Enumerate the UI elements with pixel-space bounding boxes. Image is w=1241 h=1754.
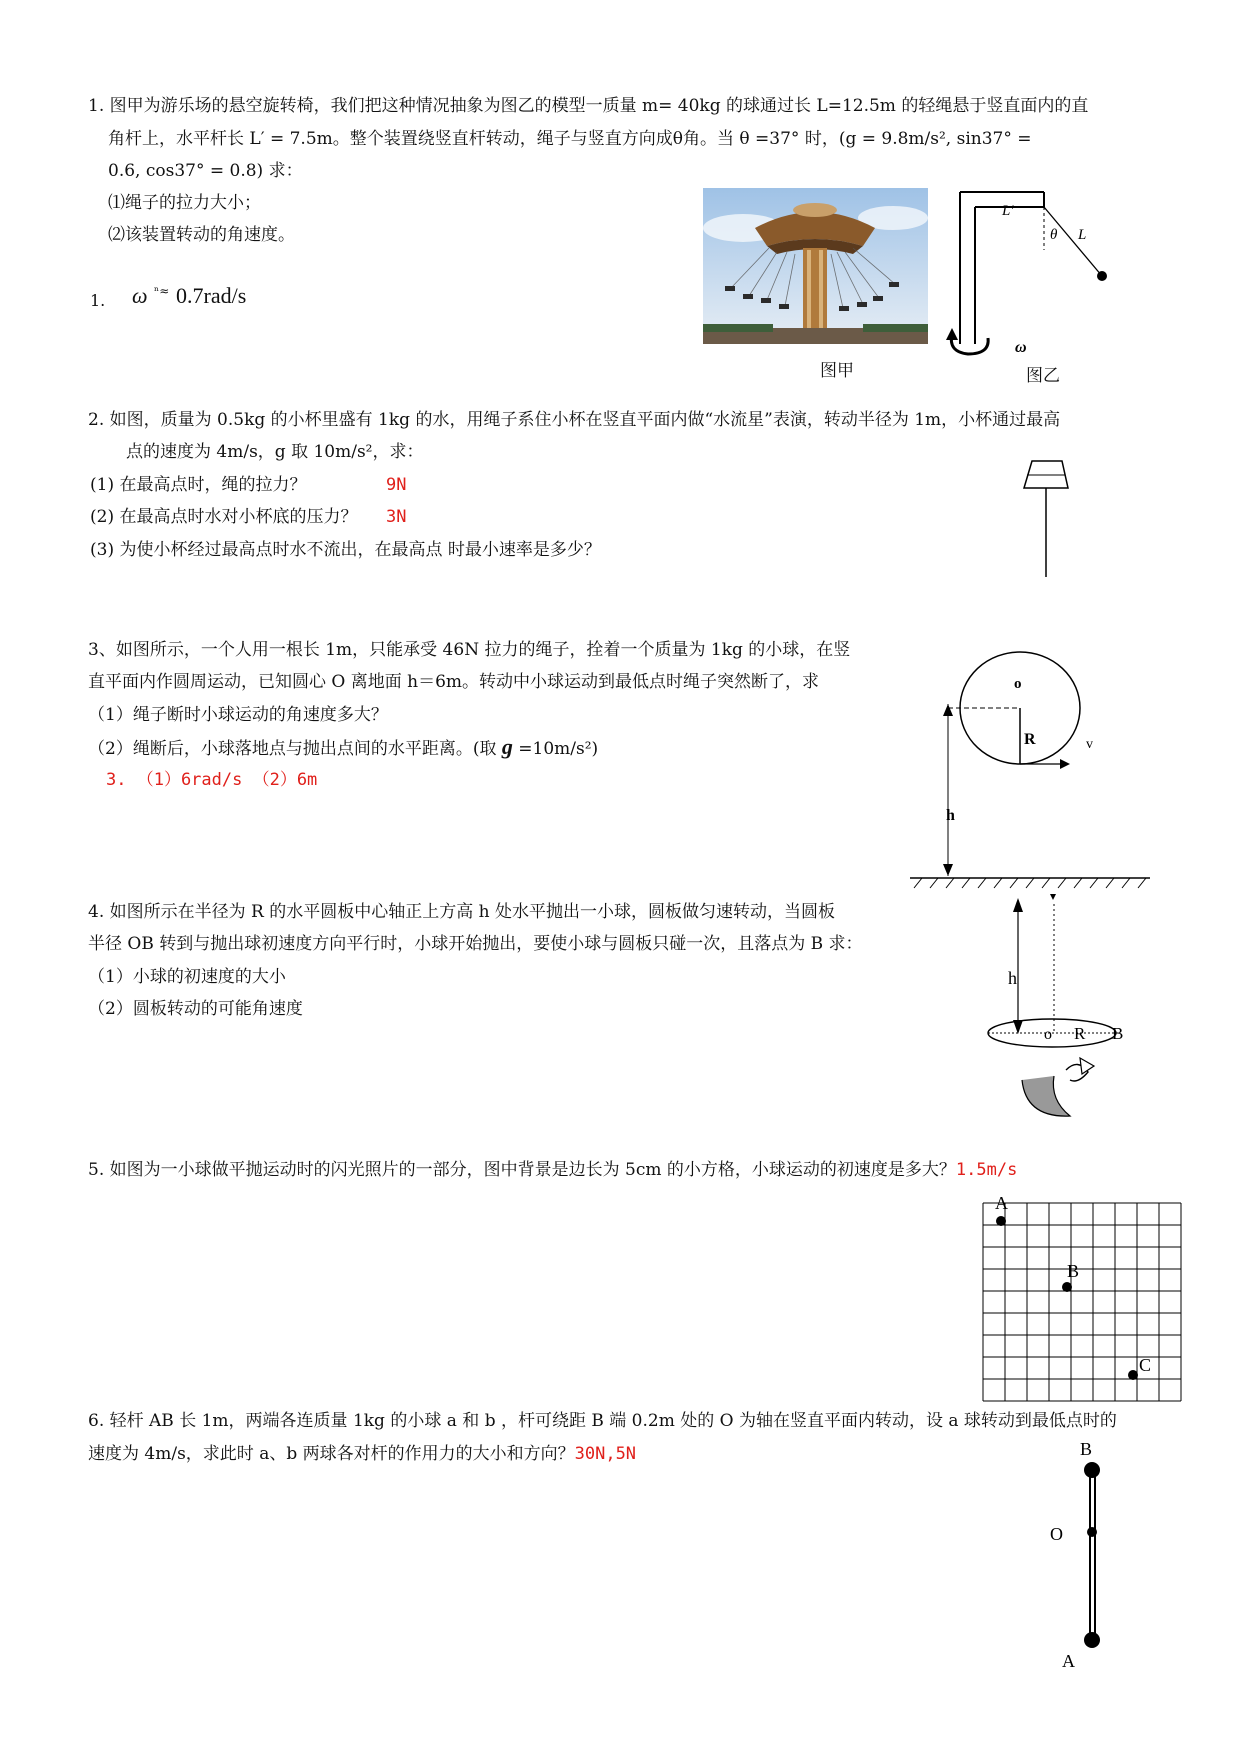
q4-R-label: R: [1074, 1024, 1086, 1043]
q4-h-label: h: [1008, 968, 1017, 988]
q4-sub1: （1）小球的初速度的大小: [88, 967, 286, 987]
q2-answer1: 9N: [386, 475, 407, 495]
q5-B-label: B: [1067, 1261, 1080, 1281]
q4-line2: 半径 OB 转到与抛出球初速度方向平行时，小球开始抛出，要使小球与圆板只碰一次，且落点为 B 求：: [88, 934, 863, 954]
q4-sub2: （2）圆板转动的可能角速度: [88, 999, 303, 1019]
q5-grid-diagram: [975, 1195, 1195, 1405]
q3-line1: 3、如图所示，一个人用一根长 1m，只能承受 46N 拉力的绳子，拴着一个质量为 1kg 的小球，在竖: [88, 640, 851, 660]
q3-o-label: o: [1014, 676, 1022, 692]
q5-question: 5. 如图为一小球做平抛运动时的闪光照片的一部分，图中背景是边长为 5cm 的小方格，小球运动的初速度是多大？: [88, 1160, 956, 1180]
q3-R-label: R: [1024, 731, 1036, 748]
q6-answer: 30N,5N: [574, 1444, 637, 1464]
q1-model-diagram: [930, 182, 1130, 362]
q5-A-label: A: [995, 1193, 1008, 1213]
fig-yi-caption: 图乙: [1026, 366, 1060, 386]
q4-disk-diagram: [970, 890, 1150, 1130]
q6-line2: [88, 1444, 636, 1464]
q1-L-label: L: [1078, 227, 1087, 243]
fig-jia-caption: 图甲: [820, 361, 854, 381]
q6-line1: 6. 轻杆 AB 长 1m，两端各连质量 1kg 的小球 a 和 b ，杆可绕距 B 端 0.2m 处的 O 为轴在竖直平面内转动，设 a 球转动到最低点时的: [88, 1411, 1117, 1431]
q1-answer-number: 1.: [90, 291, 106, 310]
q6-O-label: O: [1050, 1524, 1063, 1544]
q5-C-label: C: [1139, 1355, 1152, 1375]
q1-answer-symbol: ⁿ≈: [154, 284, 170, 298]
q3-sub1: （1）绳子断时小球运动的角速度多大？: [88, 705, 388, 725]
q3-h-label: h: [946, 807, 955, 824]
q2-line2: 点的速度为 4m/s，g 取 10m/s²，求：: [126, 442, 424, 462]
q4-o-label: o: [1044, 1026, 1052, 1043]
q3-v-label: v: [1086, 737, 1093, 752]
swing-ride-photo: [703, 188, 928, 344]
q1-omega-label: ω: [1015, 339, 1027, 356]
q1-sub2: ⑵该装置转动的角速度。: [108, 225, 295, 245]
q1-sub1: ⑴绳子的拉力大小；: [108, 193, 261, 213]
q2-sub3: (3) 为使小杯经过最高点时水不流出，在最高点 时最小速率是多少？: [90, 540, 601, 560]
q1-line3: 0.6, cos37° = 0.8) 求：: [108, 161, 303, 181]
q3-line2: 直平面内作圆周运动，已知圆心 O 离地面 h＝6m。转动中小球运动到最低点时绳子突然断了，求: [88, 672, 820, 692]
q1-Lprime-label: L′: [1002, 203, 1014, 219]
q1-line2: 角杆上，水平杆长 L′ = 7.5m。整个装置绕竖直杆转动，绳子与竖直方向成θ角。当 θ =37° 时，(g = 9.8m/s², sin37° =: [108, 129, 1032, 149]
q2-sub2: (2) 在最高点时水对小杯底的压力？: [90, 507, 358, 527]
q6-question-end: 速度为 4m/s，求此时 a、b 两球各对杆的作用力的大小和方向？: [88, 1444, 575, 1464]
q2-sub1: (1) 在最高点时，绳的拉力？: [90, 475, 307, 495]
q1-theta-label: θ: [1050, 227, 1058, 243]
q5-answer: 1.5m/s: [955, 1160, 1018, 1180]
q3-answer: 3. （1）6rad/s （2）6m: [106, 770, 318, 790]
q6-A-label: A: [1062, 1651, 1075, 1671]
q1-answer-omega: ω: [132, 283, 148, 308]
q1-answer-value: 0.7rad/s: [176, 283, 247, 308]
q2-line1: 2. 如图，质量为 0.5kg 的小杯里盛有 1kg 的水，用绳子系住小杯在竖直平面内做“水流星”表演，转动半径为 1m，小杯通过最高: [88, 410, 1061, 430]
q4-line1: 4. 如图所示在半径为 R 的水平圆板中心轴正上方高 h 处水平抛出一小球，圆板做匀速转动，当圆板: [88, 902, 835, 922]
q1-line1: 1. 图甲为游乐场的悬空旋转椅，我们把这种情况抽象为图乙的模型一质量 m= 40kg 的球通过长 L=12.5m 的轻绳悬于竖直面内的直: [88, 96, 1089, 116]
q3-sub2-text-b: =10m/s²): [512, 739, 599, 759]
q2-answer2: 3N: [386, 507, 407, 527]
q3-sub2-text-a: （2）绳断后，小球落地点与抛出点间的水平距离。(取: [88, 739, 502, 759]
q6-B-label: B: [1080, 1439, 1093, 1459]
q3-sub2-a: [88, 734, 599, 759]
q5-line1: [88, 1160, 1017, 1180]
q3-sub2-g: g: [501, 734, 513, 759]
q2-cup-diagram: [1020, 455, 1080, 585]
q4-B-label: B: [1112, 1024, 1124, 1043]
q6-rod-diagram: [1050, 1440, 1130, 1670]
q3-circle-diagram: [900, 648, 1170, 888]
